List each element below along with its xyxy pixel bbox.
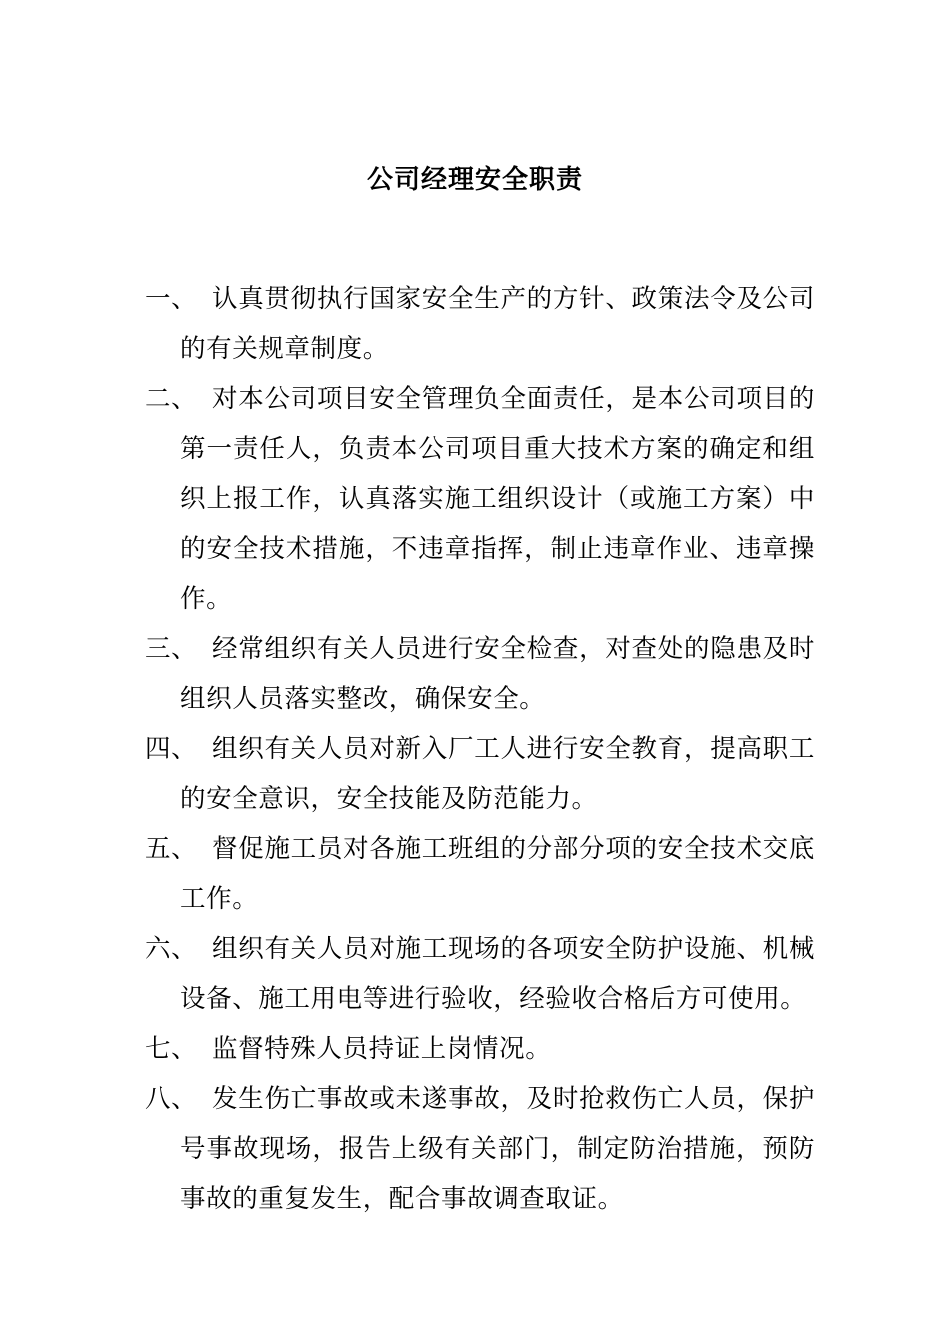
duty-item-4 <box>145 724 815 824</box>
duty-item-2 <box>145 374 815 624</box>
duty-item-5 <box>145 824 815 924</box>
item-text: 督促施工员对各施工班组的分部分项的安全技术交底工作。 <box>180 834 815 914</box>
item-number: 六、 <box>145 934 198 964</box>
item-number: 八、 <box>145 1084 198 1114</box>
item-number: 一、 <box>145 284 198 314</box>
item-text: 对本公司项目安全管理负全面责任，是本公司项目的第一责任人，负责本公司项目重大技术方案的确定和组织上报工作，认真落实施工组织设计（或施工方案）中的安全技术措施，不违章指挥，制止违章作业、违章操作。 <box>180 384 815 614</box>
item-number: 三、 <box>145 634 198 664</box>
item-text: 认真贯彻执行国家安全生产的方针、政策法令及公司的有关规章制度。 <box>180 284 815 364</box>
duty-list <box>145 274 815 1224</box>
item-text: 监督特殊人员持证上岗情况。 <box>212 1034 552 1064</box>
item-text: 组织有关人员对施工现场的各项安全防护设施、机械设备、施工用电等进行验收，经验收合格后方可使用。 <box>180 934 815 1014</box>
duty-item-3 <box>145 624 815 724</box>
document-title: 公司经理安全职责 <box>366 165 583 195</box>
item-text: 发生伤亡事故或未遂事故，及时抢救伤亡人员，保护号事故现场，报告上级有关部门，制定防治措施，预防事故的重复发生，配合事故调查取证。 <box>180 1084 815 1214</box>
duty-item-1 <box>145 274 815 374</box>
item-text: 经常组织有关人员进行安全检查，对查处的隐患及时组织人员落实整改，确保安全。 <box>180 634 815 714</box>
duty-item-7 <box>145 1024 815 1074</box>
item-number: 二、 <box>145 384 198 414</box>
duty-item-8 <box>145 1074 815 1224</box>
duty-item-6 <box>145 924 815 1024</box>
item-text: 组织有关人员对新入厂工人进行安全教育，提高职工的安全意识，安全技能及防范能力。 <box>180 734 815 814</box>
item-number: 五、 <box>145 834 198 864</box>
item-number: 七、 <box>145 1034 198 1064</box>
item-number: 四、 <box>145 734 198 764</box>
